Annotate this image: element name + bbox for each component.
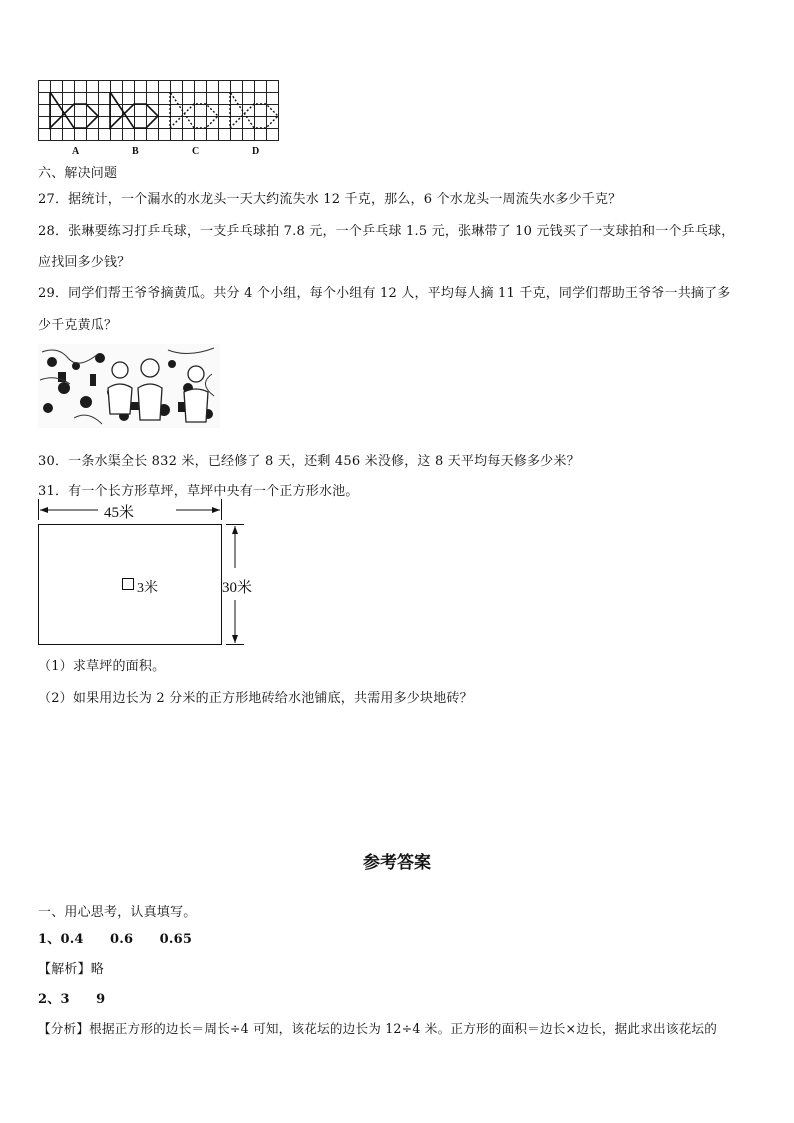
students-photo xyxy=(38,344,220,428)
answer-2-analysis: 【分析】根据正方形的边长＝周长÷4 可知，该花坛的边长为 12÷4 米。正方形的面积＝边长×边长，据此求出该花坛的 xyxy=(38,1021,718,1036)
question-30: 30．一条水渠全长 832 米，已经修了 8 天，还剩 456 米没修，这 8 天平均每天修多少米？ xyxy=(38,454,580,469)
grid-label-d: D xyxy=(252,146,260,157)
answers-section1: 一、用心思考，认真填写。 xyxy=(38,905,197,920)
grid-label-c: C xyxy=(192,146,200,157)
lawn-diagram xyxy=(30,496,270,652)
grid-label-b: B xyxy=(132,146,139,157)
question-31-part2: （2）如果用边长为 2 分米的正方形地砖给水池铺底，共需用多少块地砖？ xyxy=(38,691,473,706)
question-31-part1: （1）求草坪的面积。 xyxy=(38,659,166,674)
grid-figures xyxy=(38,80,282,146)
question-29-line1: 29．同学们帮王爷爷摘黄瓜。共分 4 个小组，每个小组有 12 人，平均每人摘 11 千克，同学们帮助王爷爷一共摘了多 xyxy=(38,286,731,301)
question-29-line2: 少千克黄瓜？ xyxy=(38,318,118,333)
answer-1: 1、0.4 0.6 0.65 xyxy=(38,932,193,947)
pool-square xyxy=(123,579,134,590)
grid-label-a: A xyxy=(72,146,80,157)
answers-title: 参考答案 xyxy=(363,853,431,873)
section-heading: 六、解决问题 xyxy=(38,166,118,181)
question-31: 31．有一个长方形草坪，草坪中央有一个正方形水池。 xyxy=(38,484,359,499)
height-label: 30米 xyxy=(222,580,253,596)
question-28-line2: 应找回多少钱？ xyxy=(38,255,131,270)
students-photo-sketch xyxy=(38,344,220,428)
answer-2: 2、3 9 xyxy=(38,992,106,1007)
question-28-line1: 28．张琳要练习打乒乓球，一支乒乓球拍 7.8 元，一个乒乓球 1.5 元，张琳带了 10 元钱买了一支球拍和一个乒乓球， xyxy=(38,224,735,239)
width-label: 45米 xyxy=(104,505,135,521)
grid-figures-drawing xyxy=(38,80,282,142)
pool-label: 3米 xyxy=(137,581,158,596)
answer-1-analysis: 【解析】略 xyxy=(38,962,105,977)
question-27: 27．据统计，一个漏水的水龙头一天大约流失水 12 千克，那么，6 个水龙头一周流失水多少千克？ xyxy=(38,192,622,207)
lawn-rectangle xyxy=(39,525,222,645)
